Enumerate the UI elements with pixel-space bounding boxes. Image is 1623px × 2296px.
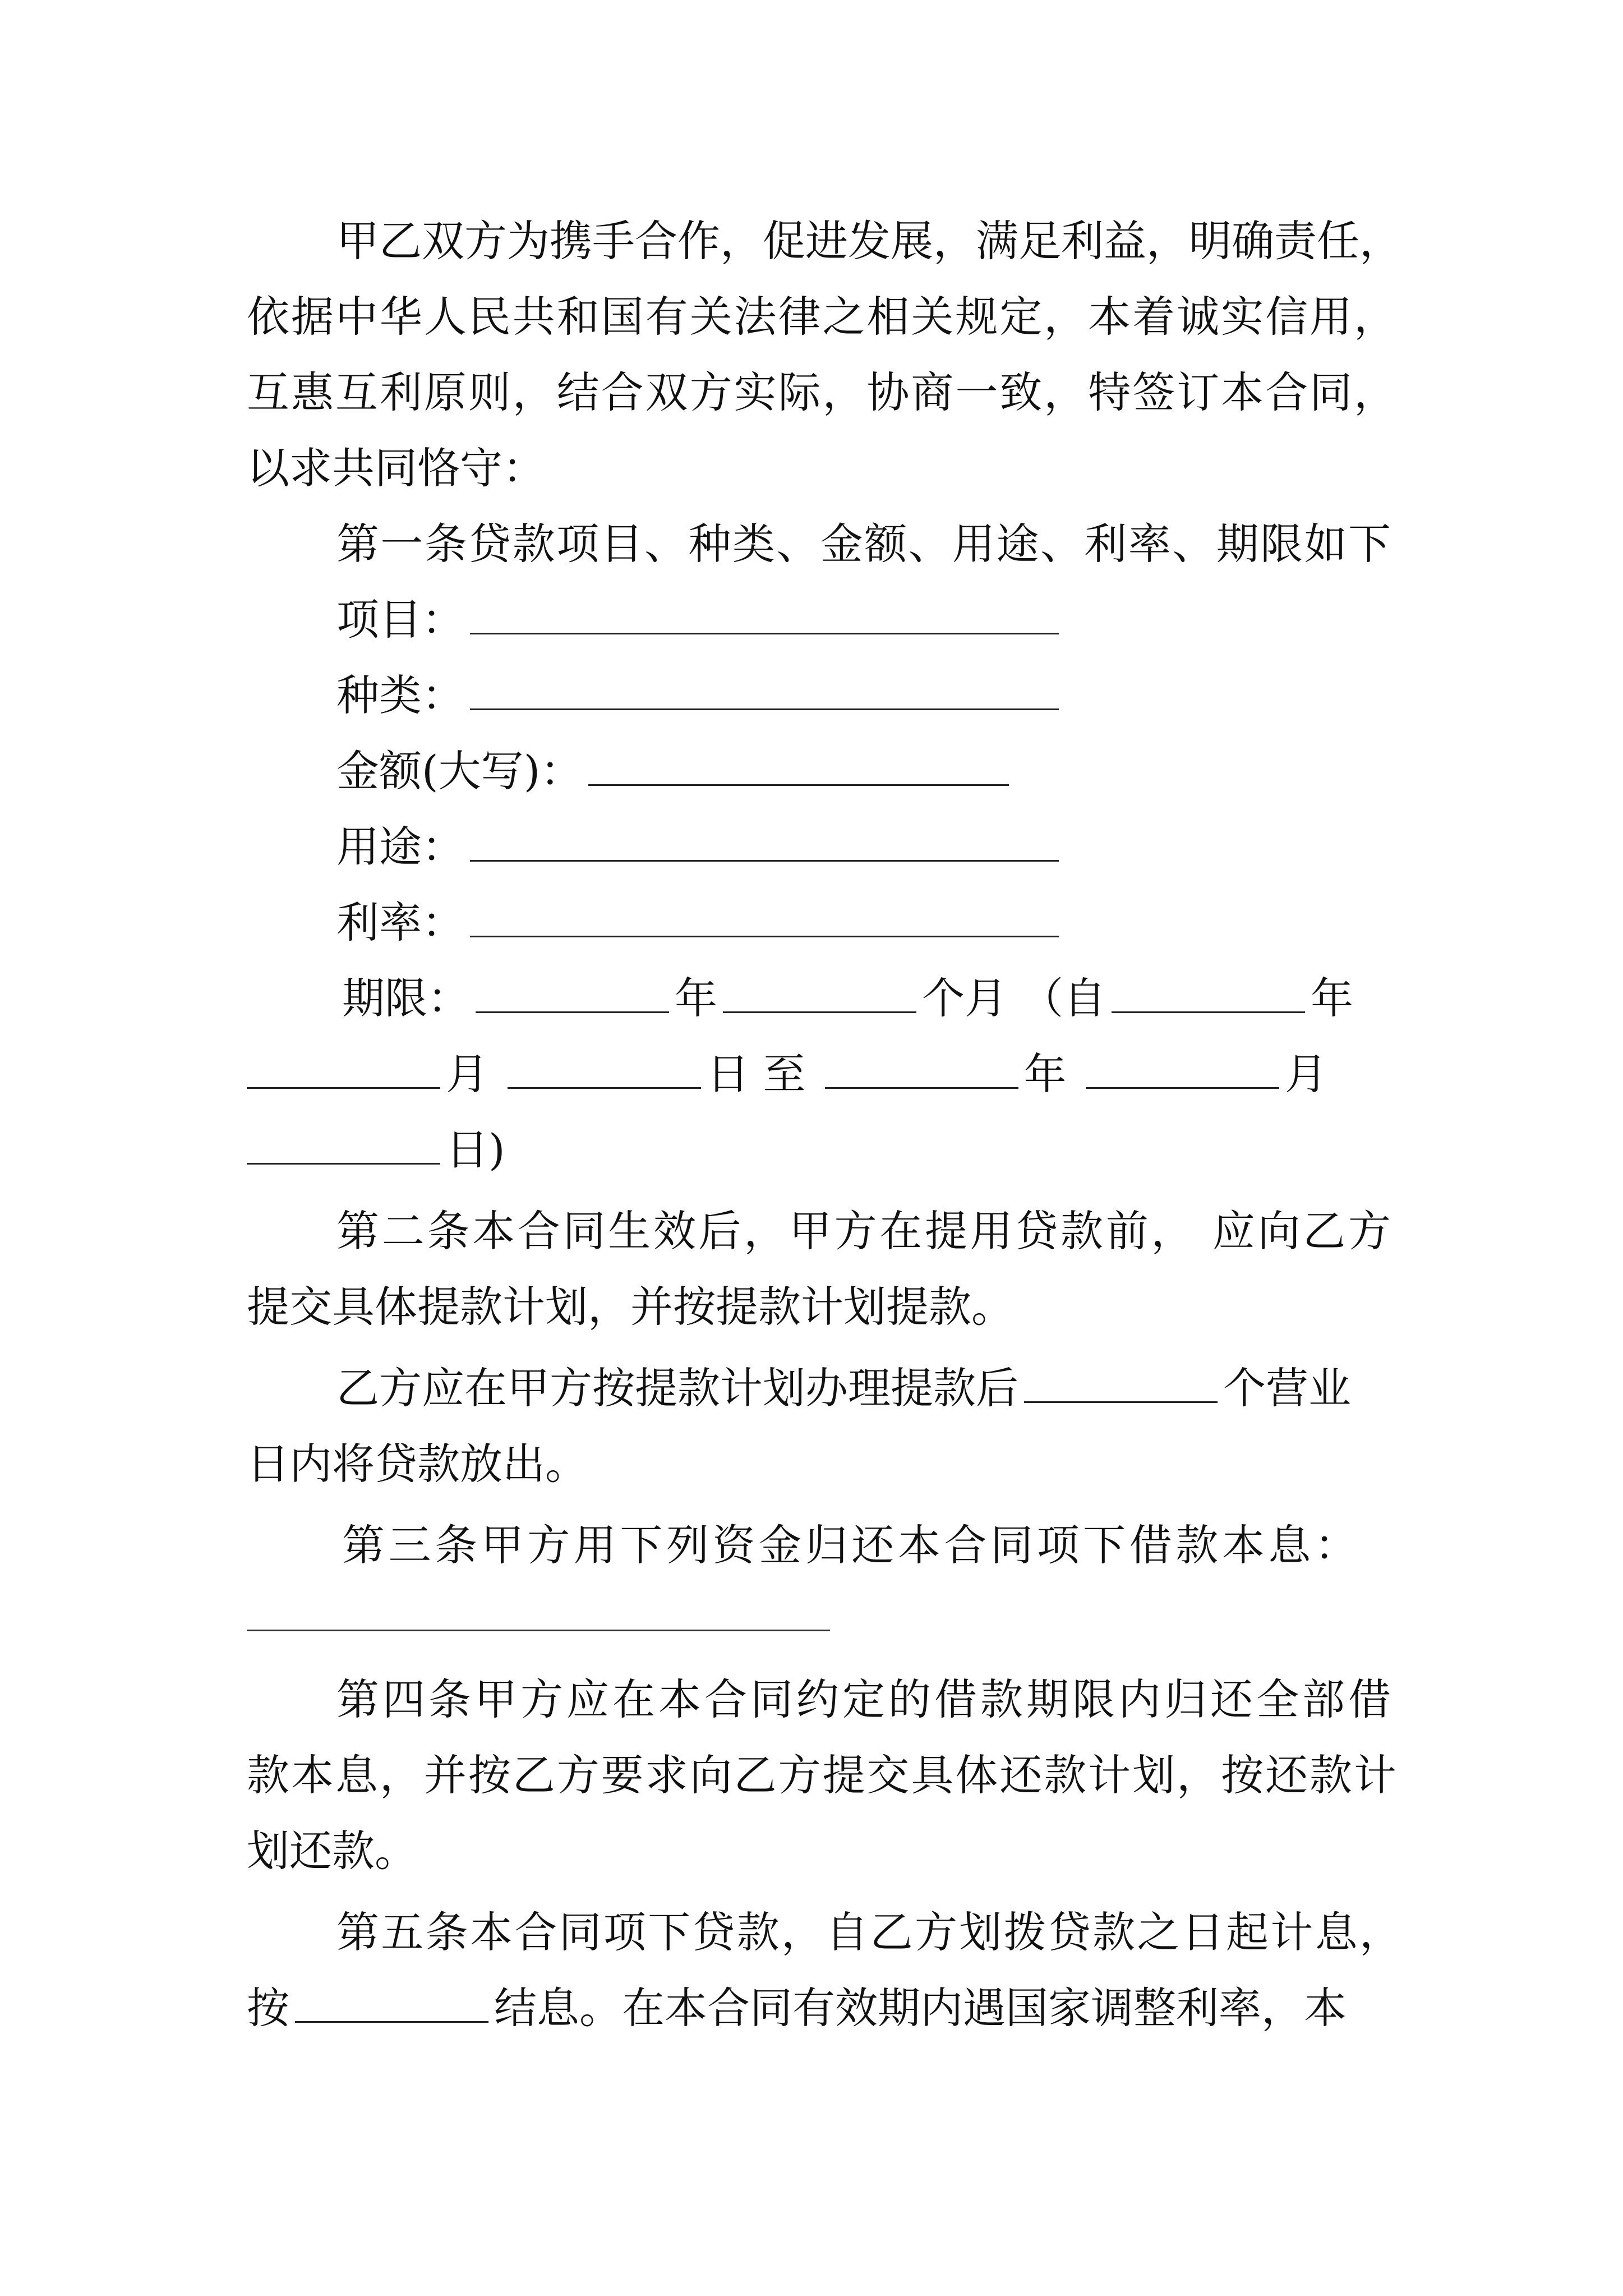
article2-para2-line-1 — [336, 1360, 1402, 1416]
field-project — [336, 592, 1402, 648]
term-label: 期限： — [342, 973, 470, 1023]
field-rate — [336, 895, 1402, 951]
term-months-blank[interactable] — [723, 972, 916, 1013]
term-to-month-unit: 月 — [1284, 1049, 1327, 1099]
term-to-month-blank[interactable] — [1086, 1048, 1279, 1089]
field-purpose-label: 用途： — [336, 822, 464, 872]
field-term-line-3 — [247, 1122, 1396, 1178]
business-days-blank[interactable] — [1024, 1362, 1218, 1403]
term-to-day-blank[interactable] — [247, 1124, 440, 1165]
intro-line-1: 甲乙双方为携手合作，促进发展，满足利益，明确责任， — [336, 216, 1402, 266]
article2-line-2: 提交具体提款计划，并按提款计划提款。 — [247, 1282, 1014, 1332]
article3-line-1: 第三条甲方用下列资金归还本合同项下借款本息： — [342, 1520, 1357, 1570]
term-from-day-blank[interactable] — [508, 1048, 701, 1089]
field-project-blank[interactable] — [470, 593, 1059, 634]
intro-line-3: 互惠互利原则，结合双方实际，协商一致，特签订本合同， — [247, 367, 1396, 417]
intro-line-4: 以求共同恪守： — [247, 443, 545, 493]
article5-line-1: 第五条本合同项下贷款，自乙方划拨贷款之日起计息， — [336, 1907, 1402, 1957]
term-from-year-blank[interactable] — [1112, 972, 1305, 1013]
field-amount-label: 金额(大写)： — [336, 746, 583, 796]
field-term-line-2 — [247, 1046, 1396, 1102]
term-year-unit: 年 — [675, 973, 717, 1023]
term-close-label: 日) — [446, 1125, 505, 1175]
field-purpose — [336, 819, 1402, 875]
term-day-to-label: 日 至 — [707, 1049, 806, 1099]
article5-line-2 — [247, 1980, 1396, 2036]
field-term-line-1 — [342, 970, 1408, 1027]
article5-line2-before: 按 — [247, 1983, 289, 2033]
field-purpose-blank[interactable] — [470, 821, 1059, 862]
article2-para2-after: 个营业 — [1223, 1363, 1351, 1413]
field-rate-blank[interactable] — [470, 896, 1059, 937]
article4-line-2: 款本息，并按乙方要求向乙方提交具体还款计划，按还款计 — [247, 1750, 1396, 1800]
field-type-label: 种类： — [336, 670, 464, 720]
term-to-year-blank[interactable] — [825, 1048, 1018, 1089]
article3-repayment-source-blank[interactable] — [247, 1630, 830, 1631]
field-rate-label: 利率： — [336, 898, 464, 947]
field-type-blank[interactable] — [470, 669, 1059, 710]
field-type — [336, 668, 1402, 724]
field-amount — [336, 743, 1402, 799]
term-from-month-unit: 月 — [446, 1049, 488, 1099]
term-from-year-unit: 年 — [1311, 973, 1354, 1023]
term-months-unit: 个月 — [922, 973, 1007, 1023]
interest-settlement-blank[interactable] — [295, 1982, 488, 2023]
article4-line-3: 划还款。 — [247, 1826, 417, 1876]
article2-para2-before: 乙方应在甲方按提款计划办理提款后 — [336, 1363, 1018, 1413]
article1-heading: 第一条贷款项目、种类、金额、用途、利率、期限如下 — [336, 519, 1391, 569]
article5-line2-after: 结息。在本合同有效期内遇国家调整利率，本 — [494, 1983, 1347, 2033]
term-from-month-blank[interactable] — [247, 1048, 440, 1089]
term-to-year-unit: 年 — [1023, 1049, 1067, 1099]
article4-line-1: 第四条甲方应在本合同约定的借款期限内归还全部借 — [336, 1674, 1391, 1724]
term-years-blank[interactable] — [476, 972, 669, 1013]
field-amount-blank[interactable] — [588, 745, 1009, 786]
term-from-label: （自 — [1021, 973, 1106, 1023]
article2-line-1: 第二条本合同生效后，甲方在提用贷款前， 应向乙方 — [336, 1206, 1391, 1256]
intro-line-2: 依据中华人民共和国有关法律之相关规定，本着诚实信用， — [247, 292, 1396, 342]
article2-para2-line-2: 日内将贷款放出。 — [247, 1439, 588, 1489]
field-project-label: 项目： — [336, 595, 464, 645]
